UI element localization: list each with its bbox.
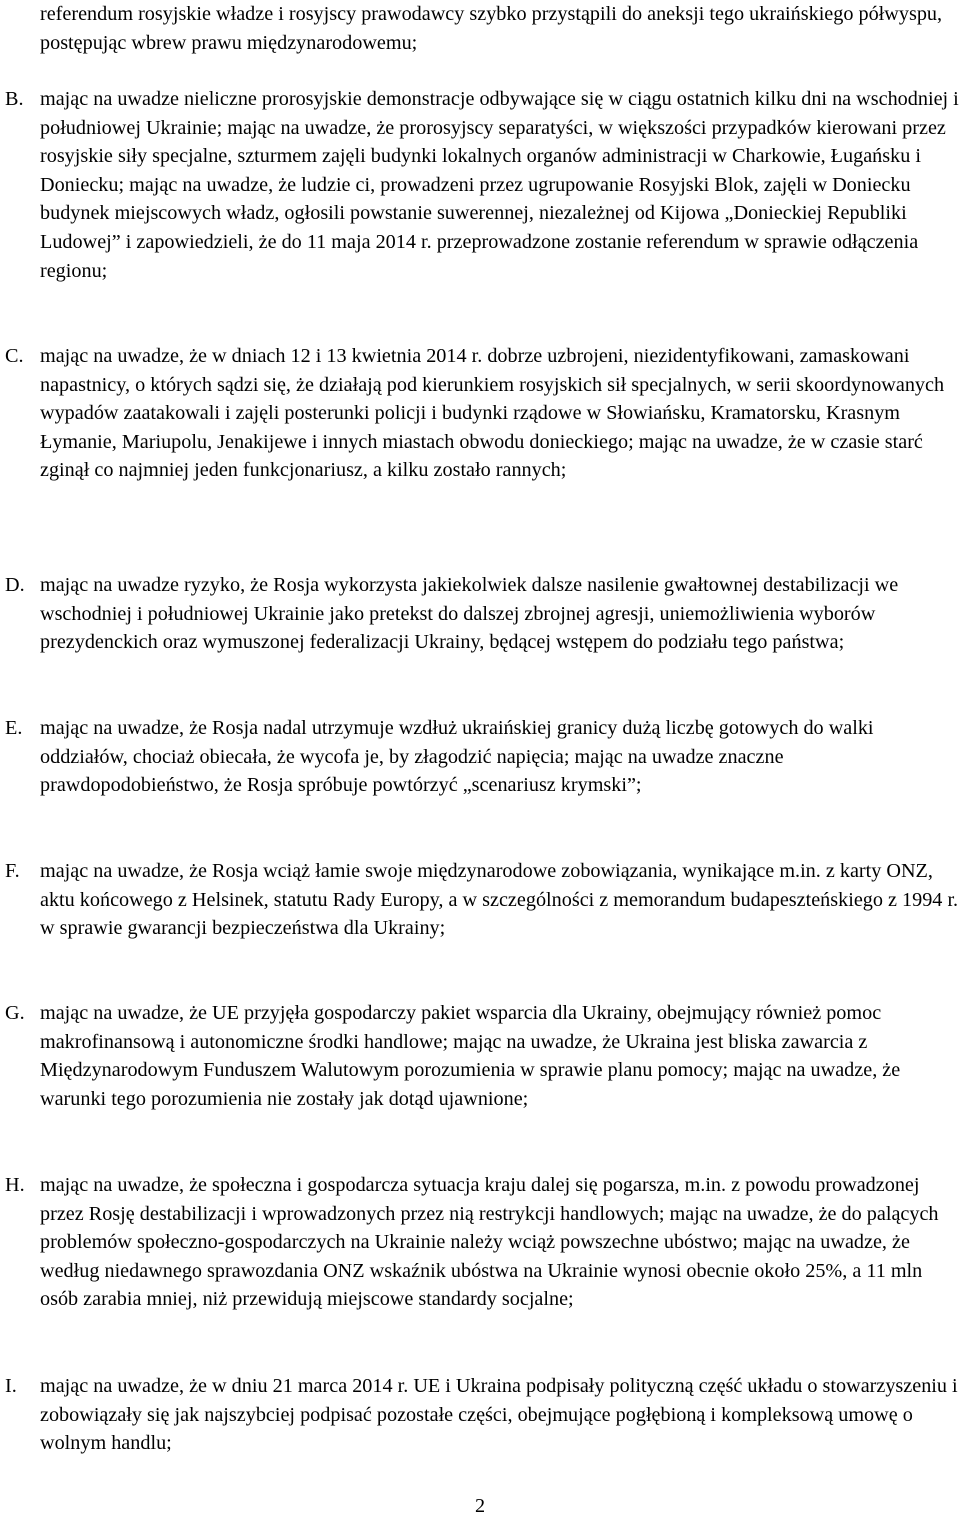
paragraph-letter: E. bbox=[5, 717, 23, 739]
paragraph-letter: H. bbox=[5, 1174, 25, 1196]
paragraph-g bbox=[5, 999, 960, 1113]
paragraph-h bbox=[5, 1171, 960, 1314]
paragraph-text: mając na uwadze, że w dniach 12 i 13 kwietnia 2014 r. dobrze uzbrojeni, niezidentyfikowani, zamaskowani napastnicy, o których sądzi się, że działają pod kierunkiem rosyjskich sił specjalnych, w serii skoordynowanych wypadów zaatakowali i zajęli posterunki policji i budynki rządowe w Słowiańsku, Kramatorsku, Krasnym Łymanie, Mariupolu, Jenakijewe i innych miastach obwodu donieckiego; mając na uwadze, że w czasie starć zginął co najmniej jeden funkcjonariusz, a kilku zostało rannych; bbox=[40, 345, 945, 482]
paragraph-text: mając na uwadze ryzyko, że Rosja wykorzysta jakiekolwiek dalsze nasilenie gwałtownej destabilizacji we wschodniej i południowej Ukrainie jako pretekst do dalszej zbrojnej agresji, uniemożliwienia wyborów prezydenckich oraz wymuszonej federalizacji Ukrainy, będącej wstępem do podziału tego państwa; bbox=[40, 574, 899, 654]
paragraph-text: mając na uwadze, że społeczna i gospodarcza sytuacja kraju dalej się pogarsza, m.in. z powodu prowadzonej przez Rosję destabilizacji i wprowadzonych przez nią restrykcji handlowych; mając na uwadze, że do palących problemów społeczno-gospodarczych na Ukrainie należy wciąż powszechne ubóstwo; mając na uwadze, że według niedawnego sprawozdania ONZ wskaźnik ubóstwa na Ukrainie wynosi obecnie około 25%, a 11 mln osób zarabia mniej, niż przewidują miejscowe standardy socjalne; bbox=[40, 1174, 939, 1311]
paragraph-letter: C. bbox=[5, 345, 24, 367]
paragraph-c bbox=[5, 342, 960, 485]
paragraph-letter: G. bbox=[5, 1002, 25, 1024]
paragraph-f bbox=[5, 857, 960, 943]
page-number: 2 bbox=[474, 1495, 486, 1517]
paragraph-letter: F. bbox=[5, 860, 20, 882]
paragraph-text: referendum rosyjskie władze i rosyjscy prawodawcy szybko przystąpili do aneksji tego ukraińskiego półwyspu, postępując wbrew prawu międzynarodowemu; bbox=[40, 3, 943, 54]
paragraph-continuation bbox=[40, 0, 960, 57]
paragraph-letter: D. bbox=[5, 574, 25, 596]
paragraph-text: mając na uwadze, że w dniu 21 marca 2014 r. UE i Ukraina podpisały polityczną część układu o stowarzyszeniu i zobowiązały się jak najszybciej podpisać pozostałe części, obejmujące pogłębioną i kompleksową umowę o wolnym handlu; bbox=[40, 1375, 958, 1455]
paragraph-e bbox=[5, 714, 960, 800]
paragraph-i bbox=[5, 1372, 960, 1458]
paragraph-text: mając na uwadze nieliczne prorosyjskie demonstracje odbywające się w ciągu ostatnich kilku dni na wschodniej i południowej Ukrainie; mając na uwadze, że prorosyjscy separatyści, w większości przypadków kierowani przez rosyjskie siły specjalne, szturmem zajęli budynki lokalnych organów administracji w Charkowie, Ługańsku i Doniecku; mając na uwadze, że ludzie ci, prowadzeni przez ugrupowanie Rosyjski Blok, zajęli w Doniecku budynek miejscowych władz, ogłosili powstanie suwerennej, niezależnej od Kijowa „Donieckiej Republiki Ludowej” i zapowiedzieli, że do 11 maja 2014 r. przeprowadzone zostanie referendum w sprawie odłączenia regionu; bbox=[40, 88, 959, 282]
paragraph-text: mając na uwadze, że Rosja wciąż łamie swoje międzynarodowe zobowiązania, wynikające m.in. z karty ONZ, aktu końcowego z Helsinek, statutu Rady Europy, a w szczególności z memorandum budapeszteńskiego z 1994 r. w sprawie gwarancji bezpieczeństwa dla Ukrainy; bbox=[40, 860, 959, 940]
paragraph-text: mając na uwadze, że Rosja nadal utrzymuje wzdłuż ukraińskiej granicy dużą liczbę gotowych do walki oddziałów, chociaż obiecała, że wycofa je, by złagodzić napięcia; mając na uwadze znaczne prawdopodobieństwo, że Rosja spróbuje powtórzyć „scenariusz krymski”; bbox=[40, 717, 874, 797]
paragraph-letter: B. bbox=[5, 88, 24, 110]
paragraph-text: mając na uwadze, że UE przyjęła gospodarczy pakiet wsparcia dla Ukrainy, obejmujący również pomoc makrofinansową i autonomiczne środki handlowe; mając na uwadze, że Ukraina jest bliska zawarcia z Międzynarodowym Funduszem Walutowym porozumienia w sprawie planu pomocy; mając na uwadze, że warunki tego porozumienia nie zostały jak dotąd ujawnione; bbox=[40, 1002, 901, 1110]
paragraph-b bbox=[5, 85, 960, 285]
paragraph-d bbox=[5, 571, 960, 657]
paragraph-letter: I. bbox=[5, 1375, 17, 1397]
